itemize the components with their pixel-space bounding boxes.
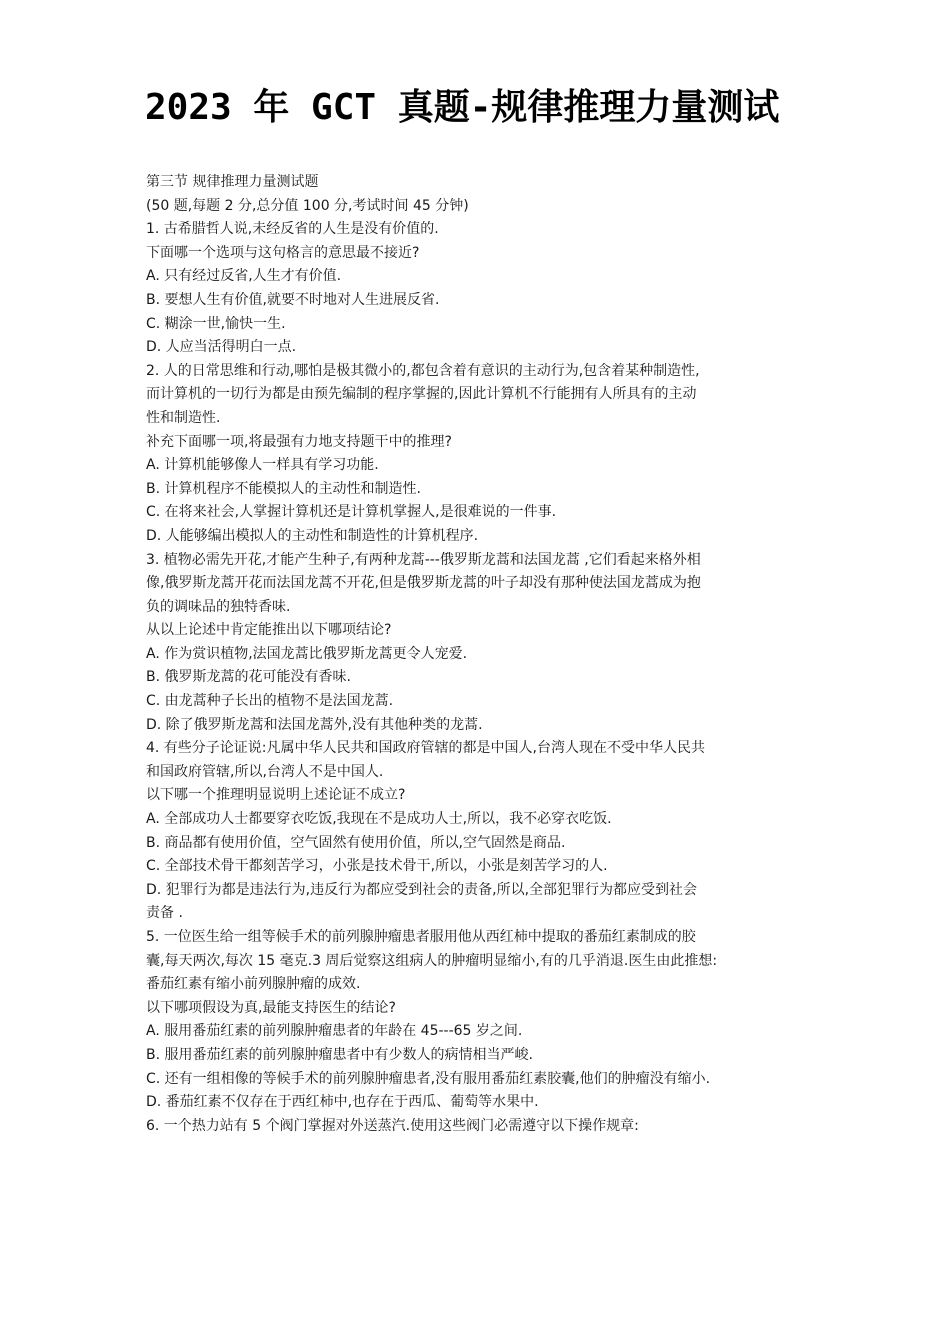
answer-option: B. 计算机程序不能模拟人的主动性和制造性. — [146, 480, 421, 497]
question-stem: 3. 植物必需先开花,才能产生种子,有两种龙蒿---俄罗斯龙蒿和法国龙蒿 ,它们看起来格外相 — [146, 551, 701, 568]
answer-option: A. 全部成功人士都要穿衣吃饭,我现在不是成功人士,所以，我不必穿衣吃饭. — [146, 811, 612, 828]
answer-option: A. 计算机能够像人一样具有学习功能. — [146, 457, 379, 474]
question-6 — [146, 1115, 811, 1139]
answer-option: A. 只有经过反省,人生才有价值. — [146, 268, 342, 285]
question-list — [146, 218, 811, 1138]
question-text-line: 和国政府管辖,所以,台湾人不是中国人. — [146, 763, 384, 780]
answer-option: A. 服用番茄红素的前列腺肿瘤患者的年龄在 45---65 岁之间. — [146, 1023, 523, 1040]
answer-option: B. 俄罗斯龙蒿的花可能没有香味. — [146, 669, 351, 686]
question-stem: 1. 古希腊哲人说,未经反省的人生是没有价值的. — [146, 221, 439, 238]
answer-option: C. 由龙蒿种子长出的植物不是法国龙蒿. — [146, 693, 394, 710]
question-stem: 5. 一位医生给一组等候手术的前列腺肿瘤患者服用他从西红柿中提取的番茄红素制成的胶 — [146, 929, 696, 945]
question-stem: 2. 人的日常思维和行动,哪怕是极其微小的,都包含着有意识的主动行为,包含着某种制造性, — [146, 362, 700, 379]
answer-option: A. 作为赏识植物,法国龙蒿比俄罗斯龙蒿更令人宠爱. — [146, 645, 468, 662]
question-2 — [146, 360, 811, 549]
answer-option: D. 番茄红素不仅存在于西红柿中,也存在于西瓜、葡萄等水果中. — [146, 1094, 539, 1111]
question-text-line: 负的调味品的独特香味. — [146, 598, 291, 615]
document-body — [146, 171, 811, 1138]
question-stem: 6. 一个热力站有 5 个阀门掌握对外送蒸汽.使用这些阀门必需遵守以下操作规章: — [146, 1117, 639, 1134]
answer-option: C. 糊涂一世,愉快一生. — [146, 315, 286, 332]
section-info: (50 题,每题 2 分,总分值 100 分,考试时间 45 分钟) — [146, 197, 469, 214]
question-1 — [146, 218, 811, 360]
answer-option: B. 要想人生有价值,就要不时地对人生进展反省. — [146, 291, 440, 308]
question-text-line: 补充下面哪一项,将最强有力地支持题干中的推理? — [146, 433, 452, 450]
document-title: 2023 年 GCT 真题-规律推理力量测试 — [145, 87, 780, 128]
question-text-line: 像,俄罗斯龙蒿开花而法国龙蒿不开花,但是俄罗斯龙蒿的叶子却没有那种使法国龙蒿成为抱 — [146, 575, 701, 592]
question-text-line: 下面哪一个选项与这句格言的意思最不接近? — [146, 244, 420, 261]
answer-option: D. 人应当活得明白一点. — [146, 339, 297, 356]
answer-option: D. 人能够编出模拟人的主动性和制造性的计算机程序. — [146, 527, 479, 544]
answer-option: B. 商品都有使用价值，空气固然有使用价值，所以,空气固然是商品. — [146, 834, 566, 851]
question-5 — [146, 926, 811, 1115]
question-3 — [146, 549, 811, 738]
section-heading: 第三节 规律推理力量测试题 — [146, 174, 319, 190]
question-text-line: 性和制造性. — [146, 409, 221, 426]
answer-option: 责备 . — [146, 905, 183, 922]
question-4 — [146, 737, 811, 926]
question-stem: 4. 有些分子论证说:凡属中华人民共和国政府管辖的都是中国人,台湾人现在不受中华人民共 — [146, 740, 705, 757]
answer-option: B. 服用番茄红素的前列腺肿瘤患者中有少数人的病情相当严峻. — [146, 1046, 533, 1063]
answer-option: D. 除了俄罗斯龙蒿和法国龙蒿外,没有其他种类的龙蒿. — [146, 716, 483, 733]
question-text-line: 从以上论述中肯定能推出以下哪项结论? — [146, 622, 392, 639]
answer-option: C. 全部技术骨干都刻苦学习，小张是技术骨干,所以，小张是刻苦学习的人. — [146, 858, 608, 875]
question-text-line: 以下哪一个推理明显说明上述论证不成立? — [146, 787, 406, 804]
answer-option: C. 在将来社会,人掌握计算机还是计算机掌握人,是很难说的一件事. — [146, 504, 557, 521]
question-text-line: 囊,每天两次,每次 15 毫克.3 周后觉察这组病人的肿瘤明显缩小,有的几乎消退.医生由此推想: — [146, 952, 718, 969]
question-text-line: 番茄红素有缩小前列腺肿瘤的成效. — [146, 976, 361, 993]
answer-option: C. 还有一组相像的等候手术的前列腺肿瘤患者,没有服用番茄红素胶囊,他们的肿瘤没有缩小. — [146, 1070, 711, 1087]
question-text-line: 而计算机的一切行为都是由预先编制的程序掌握的,因此计算机不行能拥有人所具有的主动 — [146, 386, 697, 403]
question-text-line: 以下哪项假设为真,最能支持医生的结论? — [146, 999, 396, 1016]
answer-option: D. 犯罪行为都是违法行为,违反行为都应受到社会的责备,所以,全部犯罪行为都应受到社会 — [146, 881, 698, 898]
